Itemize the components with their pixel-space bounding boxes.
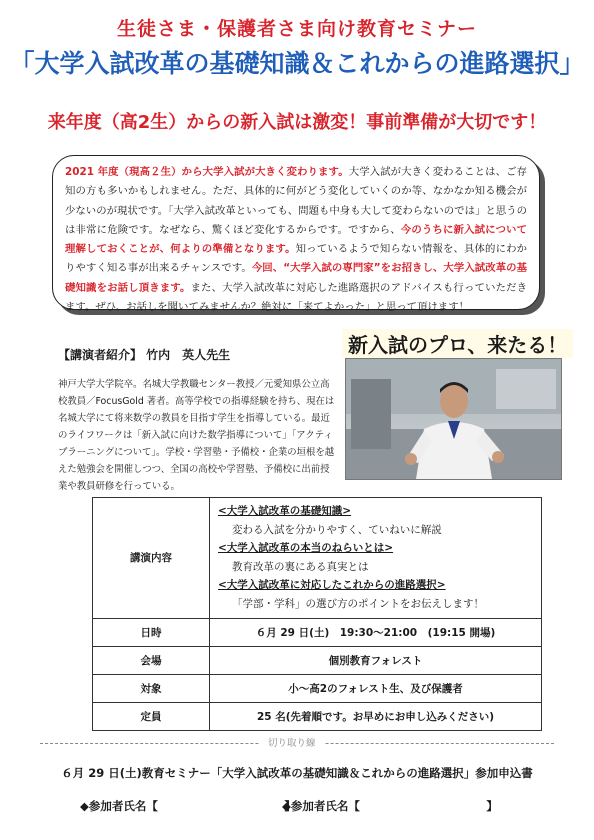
seminar-subtitle: 生徒さま・保護者さま向け教育セミナー <box>116 18 477 40</box>
row-label-venue: 会場 <box>93 646 210 674</box>
topic-title: <大学入試改革の基礎知識> <box>218 505 352 517</box>
intro-box <box>52 155 540 314</box>
speaker-photo <box>345 358 562 480</box>
cut-line-label: 切り取り線 <box>260 735 324 749</box>
seminar-title: 「大学入試改革の基礎知識＆これからの進路選択」 <box>9 49 585 78</box>
content-cell <box>210 498 542 619</box>
topic-desc: 教育改革の裏にある真実とは <box>232 560 369 573</box>
intro-text-3: また、大学入試改革に対応した進路選択のアドバイスも行っていただきます。ぜひ、お話しを聞いてみませんか？絶対に「来てよかった」と思って頂けます！ <box>65 281 527 314</box>
topic-title: <大学入試改革の本当のねらいとは> <box>218 542 394 555</box>
row-label-target: 対象 <box>93 674 210 702</box>
table-row <box>93 498 542 619</box>
intro-highlight-1: 2021 年度（現高２生）から大学入試が大きく変わります。 <box>65 166 349 178</box>
intro-text-2: 知っているようで知らない情報を、具体的にわかりやすく知る事が出来るチャンスです。 <box>65 243 528 275</box>
topic-desc: 「学部・学科」の選び方のポイントをお伝えします！ <box>232 597 484 610</box>
application-form-title: ６月 29 日(土)教育セミナー「大学入試改革の基礎知識＆これからの進路選択」参加申込書 <box>61 766 533 780</box>
row-value-datetime: ６月 29 日(土) 19:30～21:00 (19:15 開場) <box>210 618 542 646</box>
participant-name-field-2[interactable]: ◆参加者氏名【 】 <box>282 799 498 813</box>
intro-text-1: 大学入試が大きく変わることは、ご存知の方も多いかもしれません。ただ、具体的に何がどう変化していくのか等、なかなか知る機会が少ないのが現状です。「大学入試改革といっても、問題も中身も大して変わらないのでは」と思うのは非常に危険です。なぜなら、驚くほど変化するからです。ですから、 <box>65 166 528 236</box>
row-value-target: 小～高2のフォレスト生、及び保護者 <box>210 674 542 702</box>
intro-highlight-2: 今のうちに新入試について理解しておくことが、何よりの準備となります。 <box>65 223 527 256</box>
table-row <box>93 618 542 646</box>
headline: 来年度（高2生）からの新入試は激変！事前準備が大切です！ <box>47 112 547 133</box>
row-label-datetime: 日時 <box>93 618 210 646</box>
topic-title: <大学入試改革に対応したこれからの進路選択> <box>218 579 446 592</box>
speaker-photo-illustration <box>346 359 561 479</box>
content-label: 講演内容 <box>93 498 210 619</box>
pro-badge: 新入試のプロ、来たる！ <box>342 329 573 358</box>
speaker-bio: 神戸大学大学院卒。名城大学教職センター教授／元愛知県公立高校教員／FocusGold 著者。高等学校での指導経験を持ち、現在は名城大学にて将来数学の教員を目指す学生を指導している。最近のライフワークは「新入試に向けた数学指導について」「アクティブラーニングについて」。学校・学習塾・予備校・企業の垣根を越えた勉強会を開催しつつ、全国の高校や学習塾、予備校に出前授業や教員研修を行っている。 <box>58 379 335 492</box>
row-value-venue: 個別教育フォレスト <box>210 646 542 674</box>
speaker-heading: 【講演者紹介】 竹内 英人先生 <box>58 348 231 362</box>
table-row <box>93 646 542 674</box>
table-row <box>93 674 542 702</box>
topic-desc: 変わる入試を分かりやすく、ていねいに解説 <box>232 523 442 536</box>
participant-name-field[interactable]: ◆参加者氏名【 】 <box>80 799 296 813</box>
row-value-capacity: 25 名(先着順です。お早めにお申し込みください) <box>210 702 542 730</box>
seminar-info-table <box>92 497 542 731</box>
row-label-capacity: 定員 <box>93 702 210 730</box>
table-row <box>93 702 542 730</box>
intro-highlight-3: 今回、“大学入試の専門家”をお招きし、大学入試改革の基礎知識をお話し頂きます。 <box>65 262 528 294</box>
